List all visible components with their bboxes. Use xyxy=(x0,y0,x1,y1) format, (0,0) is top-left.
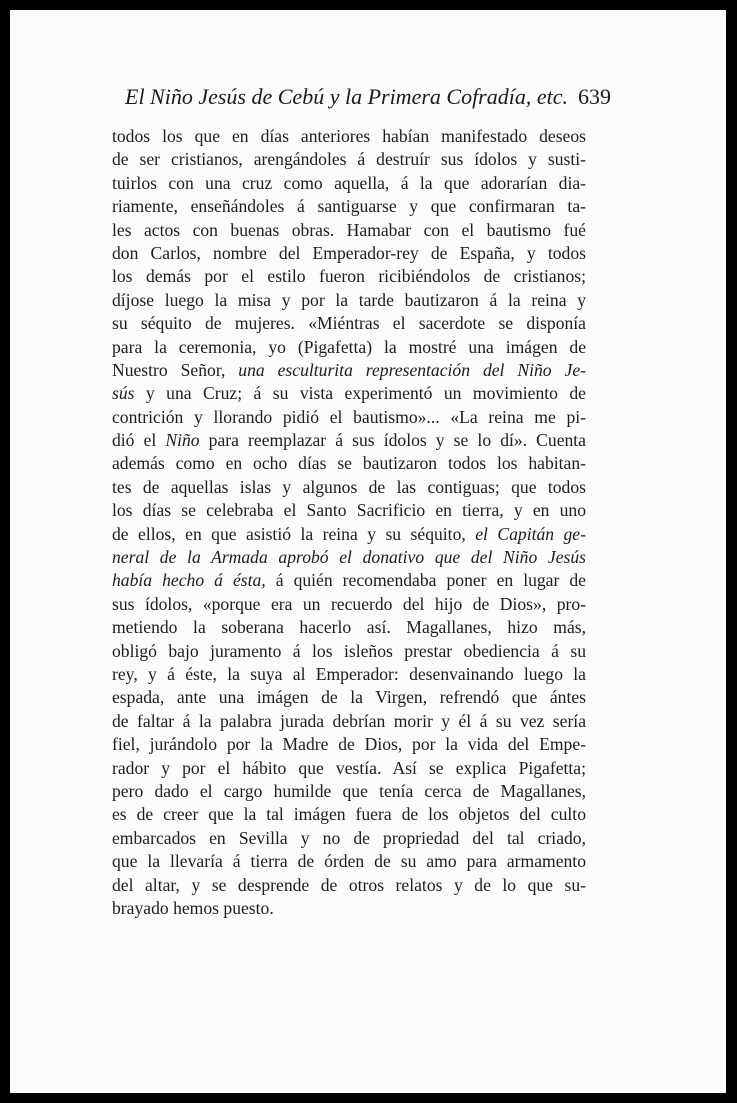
text-segment: Nuestro Señor, xyxy=(112,359,239,380)
text-segment: sus ídolos, «porque era un recuerdo del hijo de Dios», pro- xyxy=(112,593,586,614)
text-segment: para la ceremonia, yo (Pigafetta) la mostré una imágen de xyxy=(112,336,586,357)
text-segment: de ser cristianos, arengándoles á destruír sus ídolos y susti- xyxy=(112,149,586,170)
text-line xyxy=(112,733,586,756)
body-text xyxy=(112,125,586,920)
text-line xyxy=(112,710,586,733)
text-line xyxy=(112,406,586,429)
text-segment: para reemplazar á sus ídolos y se lo dí». Cuenta xyxy=(199,430,586,451)
text-segment: fiel, jurándolo por la Madre de Dios, por la vida del Empe- xyxy=(112,734,586,755)
running-header xyxy=(10,84,726,110)
text-segment: todos los que en días anteriores habían manifestado deseos xyxy=(112,126,586,146)
text-segment: riamente, enseñándoles á santiguarse y que confirmaran ta- xyxy=(112,196,586,217)
text-line xyxy=(112,546,586,569)
text-line xyxy=(112,569,586,592)
text-line xyxy=(112,289,586,312)
text-line xyxy=(112,803,586,826)
text-segment: que la llevaría á tierra de órden de su amo para armamento xyxy=(112,851,586,872)
italic-text-segment: había hecho á ésta, xyxy=(112,570,266,591)
text-line xyxy=(112,312,586,335)
text-segment: dió el xyxy=(112,430,166,451)
text-line xyxy=(112,616,586,639)
text-line xyxy=(112,897,586,920)
text-segment: su séquito de mujeres. «Miéntras el sacerdote se disponía xyxy=(112,313,586,334)
text-line xyxy=(112,663,586,686)
text-segment: don Carlos, nombre del Emperador-rey de España, y todos xyxy=(112,242,586,263)
text-segment: espada, ante una imágen de la Virgen, refrendó que ántes xyxy=(112,687,586,708)
text-segment: embarcados en Sevilla y no de propriedad del tal criado, xyxy=(112,827,586,848)
text-segment: brayado hemos puesto. xyxy=(112,897,274,918)
text-line xyxy=(112,242,586,265)
italic-text-segment: el Capitán ge- xyxy=(475,523,586,544)
text-segment: y una Cruz; á su vista experimentó un movimiento de xyxy=(134,383,586,404)
text-line xyxy=(112,359,586,382)
text-line xyxy=(112,827,586,850)
italic-text-segment: sús xyxy=(112,383,135,404)
text-segment: es de creer que la tal imágen fuera de los objetos del culto xyxy=(112,804,586,825)
text-line xyxy=(112,148,586,171)
text-line xyxy=(112,382,586,405)
text-line xyxy=(112,452,586,475)
book-page xyxy=(10,10,726,1093)
italic-text-segment: Niño xyxy=(165,430,200,451)
text-line xyxy=(112,593,586,616)
text-segment: metiendo la soberana hacerlo así. Magallanes, hizo más, xyxy=(112,617,586,638)
text-segment: rey, y á éste, la suya al Emperador: desenvainando luego la xyxy=(112,663,586,684)
italic-text-segment: neral de la Armada aprobó el donativo que del Niño Jesús xyxy=(112,547,586,568)
text-line xyxy=(112,780,586,803)
text-line xyxy=(112,640,586,663)
text-line xyxy=(112,265,586,288)
text-line xyxy=(112,125,586,148)
text-line xyxy=(112,172,586,195)
text-segment: obligó bajo juramento á los isleños prestar obediencia á su xyxy=(112,640,586,661)
text-segment: los demás por el estilo fueron ricibiéndolos de cristianos; xyxy=(112,266,586,287)
text-line xyxy=(112,686,586,709)
text-segment: de ellos, en que asistió la reina y su séquito, xyxy=(112,523,476,544)
text-segment: díjose luego la misa y por la tarde bautizaron á la reina y xyxy=(112,289,586,310)
text-segment: de faltar á la palabra jurada debrían morir y él á su vez sería xyxy=(112,710,586,731)
text-line xyxy=(112,219,586,242)
page-number: 639 xyxy=(578,84,611,109)
text-line xyxy=(112,499,586,522)
text-line xyxy=(112,523,586,546)
text-segment: del altar, y se desprende de otros relatos y de lo que su- xyxy=(112,874,586,895)
text-line xyxy=(112,336,586,359)
text-segment: los días se celebraba el Santo Sacrificio en tierra, y en uno xyxy=(112,500,586,521)
text-segment: rador y por el hábito que vestía. Así se explica Pigafetta; xyxy=(112,757,586,778)
text-line xyxy=(112,850,586,873)
text-segment: tes de aquellas islas y algunos de las contiguas; que todos xyxy=(112,476,586,497)
text-line xyxy=(112,429,586,452)
text-segment: les actos con buenas obras. Hamabar con el bautismo fué xyxy=(112,219,586,240)
text-line xyxy=(112,757,586,780)
text-segment: á quién recomendaba poner en lugar de xyxy=(265,570,586,591)
italic-text-segment: una esculturita representación del Niño Je- xyxy=(238,359,586,380)
text-line xyxy=(112,195,586,218)
text-segment: además como en ocho días se bautizaron todos los habitan- xyxy=(112,453,586,474)
running-title: El Niño Jesús de Cebú y la Primera Cofradía, etc. xyxy=(125,84,568,109)
text-line xyxy=(112,476,586,499)
text-segment: tuirlos con una cruz como aquella, á la que adorarían dia- xyxy=(112,172,586,193)
text-segment: contrición y llorando pidió el bautismo»... «La reina me pi- xyxy=(112,406,586,427)
text-line xyxy=(112,874,586,897)
text-segment: pero dado el cargo humilde que tenía cerca de Magallanes, xyxy=(112,780,586,801)
